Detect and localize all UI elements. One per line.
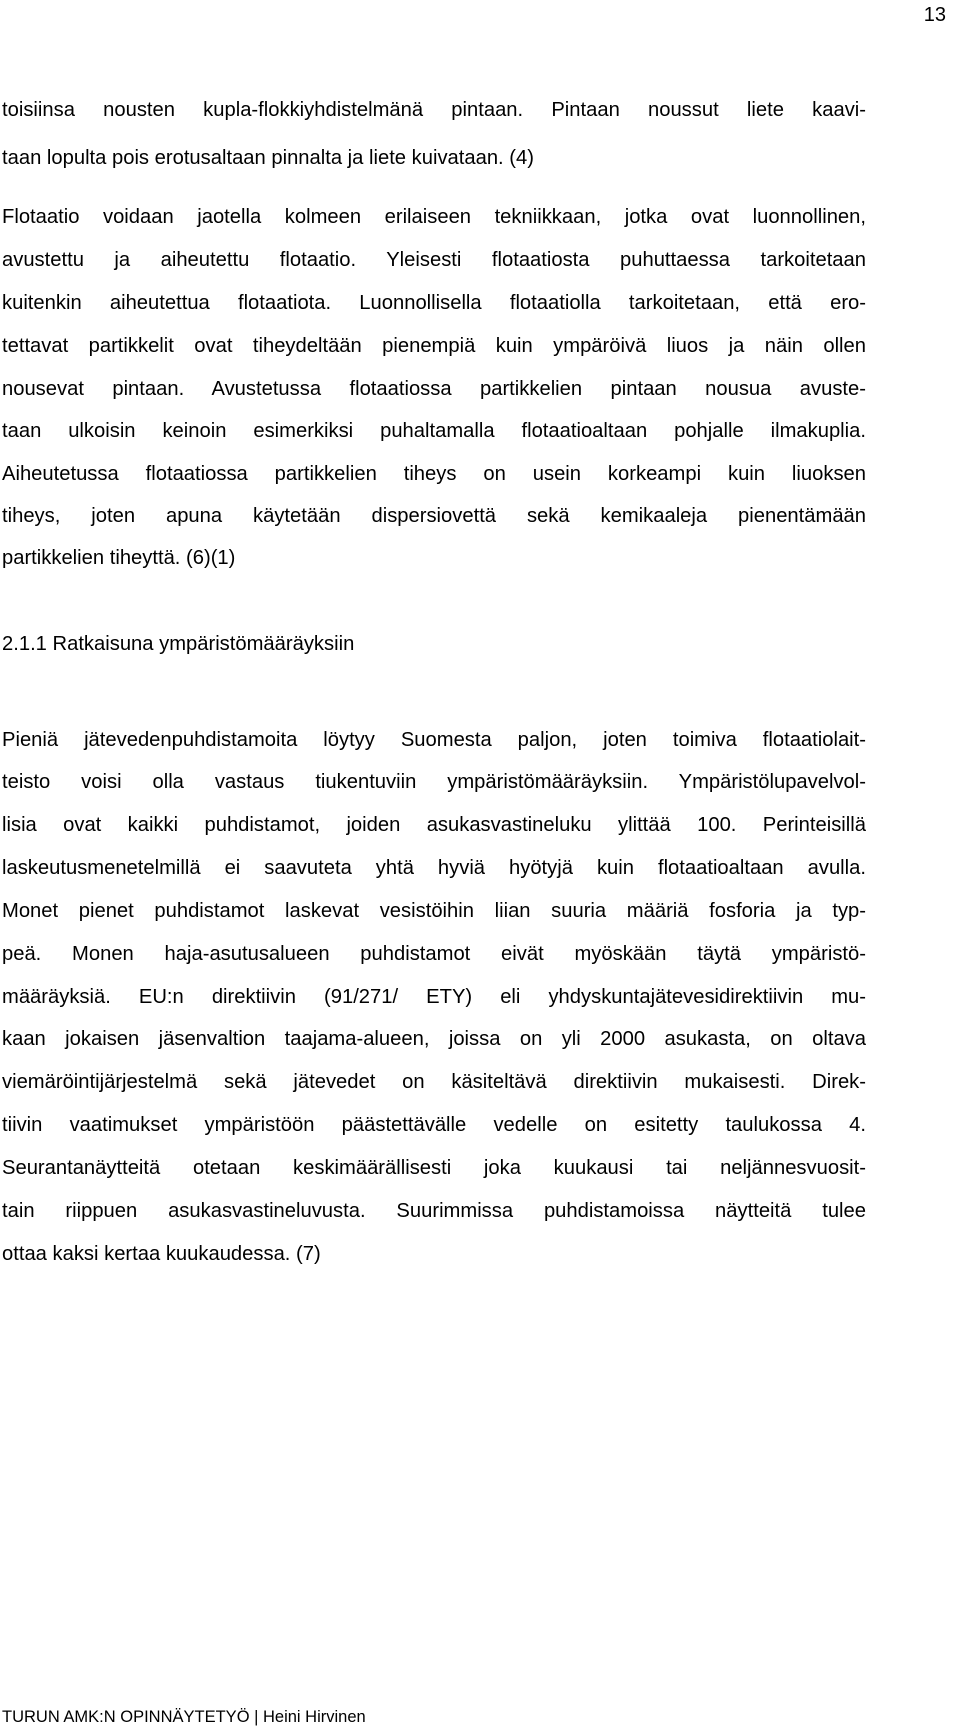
paragraph-line: teisto voisi olla vastaus tiukentuviin ympäristömääräyksiin. Ympäristölupavelvol- [2,771,866,793]
paragraph-line: taan ulkoisin keinoin esimerkiksi puhaltamalla flotaatioaltaan pohjalle ilmakuplia. [2,420,866,442]
paragraph-line: Flotaatio voidaan jaotella kolmeen erilaiseen tekniikkaan, jotka ovat luonnollinen, [2,206,866,228]
paragraph-line: viemäröintijärjestelmä sekä jätevedet on käsiteltävä direktiivin mukaisesti. Direk- [2,1071,866,1093]
paragraph-line: tiheys, joten apuna käytetään dispersiovettä sekä kemikaaleja pienentämään [2,505,866,527]
paragraph-line: peä. Monen haja-asutusalueen puhdistamot eivät myöskään täytä ympäristö- [2,943,866,965]
section-heading: 2.1.1 Ratkaisuna ympäristömääräyksiin [2,633,355,655]
paragraph-line: Monet pienet puhdistamot laskevat vesistöihin liian suuria määriä fosforia ja typ- [2,900,866,922]
paragraph-line: määräyksiä. EU:n direktiivin (91/271/ ETY) eli yhdyskuntajätevesidirektiivin mu- [2,986,866,1008]
paragraph-line: kuitenkin aiheutettua flotaatiota. Luonnollisella flotaatiolla tarkoitetaan, että ero- [2,292,866,314]
paragraph-line: Pieniä jätevedenpuhdistamoita löytyy Suomesta paljon, joten toimiva flotaatiolait- [2,729,866,751]
paragraph-line: partikkelien tiheyttä. (6)(1) [2,547,236,569]
paragraph-line: avustettu ja aiheutettu flotaatio. Yleisesti flotaatiosta puhuttaessa tarkoitetaan [2,249,866,271]
paragraph-line: toisiinsa nousten kupla-flokkiyhdistelmänä pintaan. Pintaan noussut liete kaavi- [2,99,866,121]
paragraph-line: lisia ovat kaikki puhdistamot, joiden asukasvastineluku ylittää 100. Perinteisillä [2,814,866,836]
page-footer: TURUN AMK:N OPINNÄYTETYÖ | Heini Hirvinen [2,1708,366,1726]
paragraph-line: tettavat partikkelit ovat tiheydeltään pienempiä kuin ympäröivä liuos ja näin ollen [2,335,866,357]
paragraph-line: ottaa kaksi kertaa kuukaudessa. (7) [2,1243,321,1265]
page-number: 13 [923,4,946,26]
paragraph-line: kaan jokaisen jäsenvaltion taajama-alueen, joissa on yli 2000 asukasta, on oltava [2,1028,866,1050]
paragraph-line: taan lopulta pois erotusaltaan pinnalta ja liete kuivataan. (4) [2,147,534,169]
paragraph-line: nousevat pintaan. Avustetussa flotaatiossa partikkelien pintaan nousua avuste- [2,378,866,400]
paragraph-line: tain riippuen asukasvastineluvusta. Suurimmissa puhdistamoissa näytteitä tulee [2,1200,866,1222]
paragraph-line: Aiheutetussa flotaatiossa partikkelien tiheys on usein korkeampi kuin liuoksen [2,463,866,485]
paragraph-line: Seurantanäytteitä otetaan keskimäärällisesti joka kuukausi tai neljännesvuosit- [2,1157,866,1179]
paragraph-line: laskeutusmenetelmillä ei saavuteta yhtä hyviä hyötyjä kuin flotaatioaltaan avulla. [2,857,866,879]
paragraph-line: tiivin vaatimukset ympäristöön päästettävälle vedelle on esitetty taulukossa 4. [2,1114,866,1136]
